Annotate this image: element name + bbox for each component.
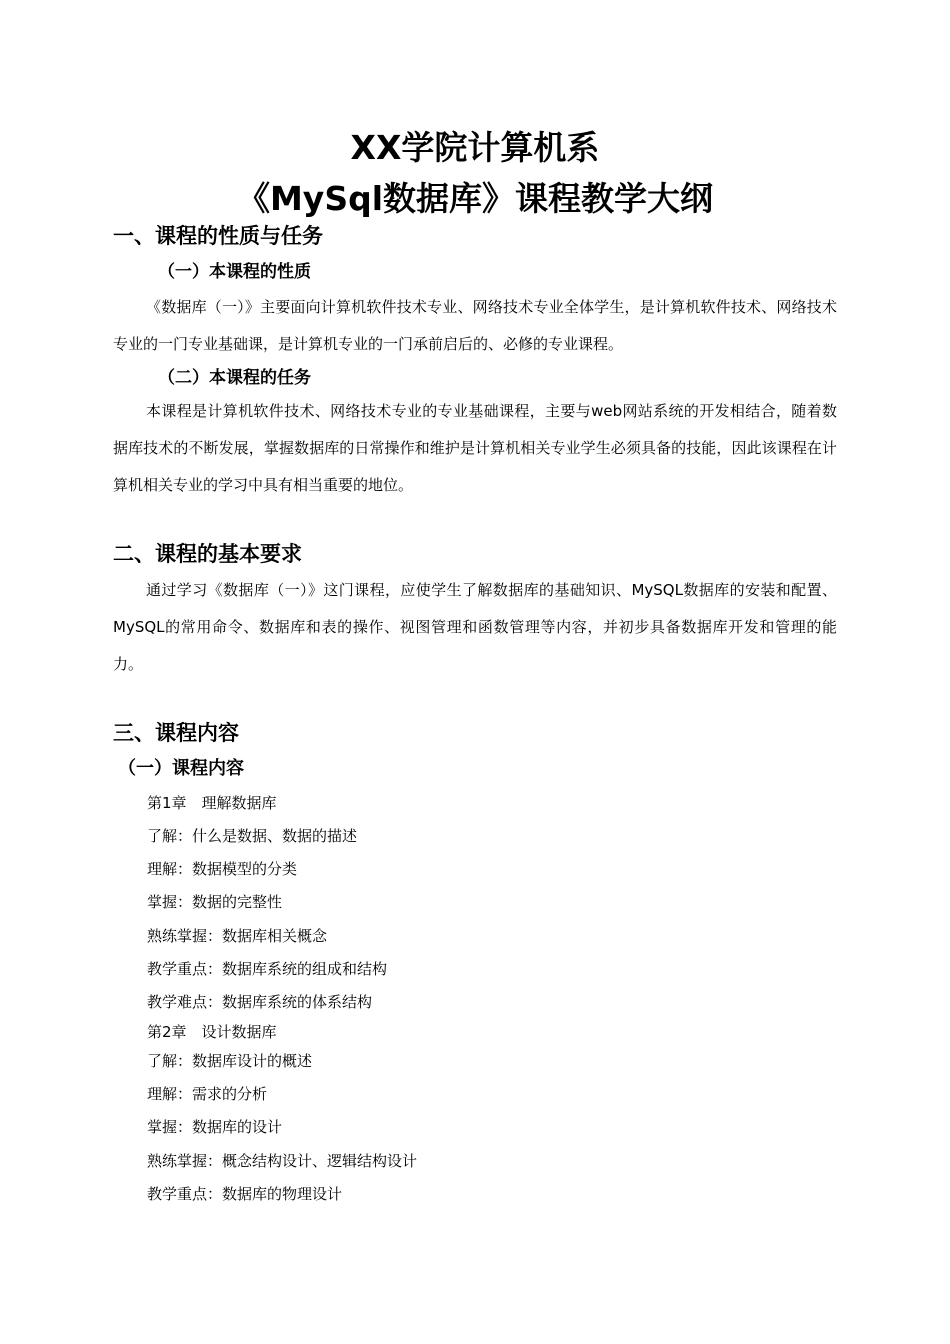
list-item: 掌握：数据库的设计 <box>147 1118 283 1136</box>
list-item: 理解：需求的分析 <box>147 1085 268 1103</box>
section-1-sub1: （一）本课程的性质 <box>158 262 311 282</box>
section-1-sub2: （二）本课程的任务 <box>158 368 311 388</box>
section-1-para2: 本课程是计算机软件技术、网络技术专业的专业基础课程，主要与web网站系统的开发相结合，随着数据库技术的不断发展，掌握数据库的日常操作和维护是计算机相关专业学生必须具备的技能，因此该课程在计算机相关专业的学习中具有相当重要的地位。 <box>113 402 837 494</box>
list-item: 教学难点：数据库系统的体系结构 <box>147 993 373 1011</box>
chapter-1-title: 第1章 理解数据库 <box>147 794 277 812</box>
section-1-para1: 《数据库（一）》主要面向计算机软件技术专业、网络技术专业全体学生，是计算机软件技术、网络技术专业的一门专业基础课，是计算机专业的一门承前启后的、必修的专业课程。 <box>113 298 837 353</box>
section-3-heading: 三、课程内容 <box>113 721 239 745</box>
list-item: 熟练掌握：数据库相关概念 <box>147 927 328 945</box>
chapter-2-title: 第2章 设计数据库 <box>147 1023 277 1041</box>
list-item: 教学重点：数据库的物理设计 <box>147 1185 343 1203</box>
doc-title-line1: XX学院计算机系 <box>350 128 600 167</box>
section-1-heading: 一、课程的性质与任务 <box>113 224 323 248</box>
list-item: 了解：数据库设计的概述 <box>147 1052 313 1070</box>
list-item: 理解：数据模型的分类 <box>147 860 298 878</box>
list-item: 掌握：数据的完整性 <box>147 893 283 911</box>
section-3-sub1: （一）课程内容 <box>118 758 244 779</box>
section-2-para: 通过学习《数据库（一）》这门课程，应使学生了解数据库的基础知识、MySQL数据库的安装和配置、MySQL的常用命令、数据库和表的操作、视图管理和函数管理等内容，并初步具备数据库开发和管理的能力。 <box>113 581 837 673</box>
section-2-heading: 二、课程的基本要求 <box>113 542 302 566</box>
list-item: 了解：什么是数据、数据的描述 <box>147 827 358 845</box>
doc-title-line2: 《MySql数据库》课程教学大纲 <box>236 179 714 218</box>
list-item: 熟练掌握：概念结构设计、逻辑结构设计 <box>147 1152 418 1170</box>
list-item: 教学重点：数据库系统的组成和结构 <box>147 960 388 978</box>
